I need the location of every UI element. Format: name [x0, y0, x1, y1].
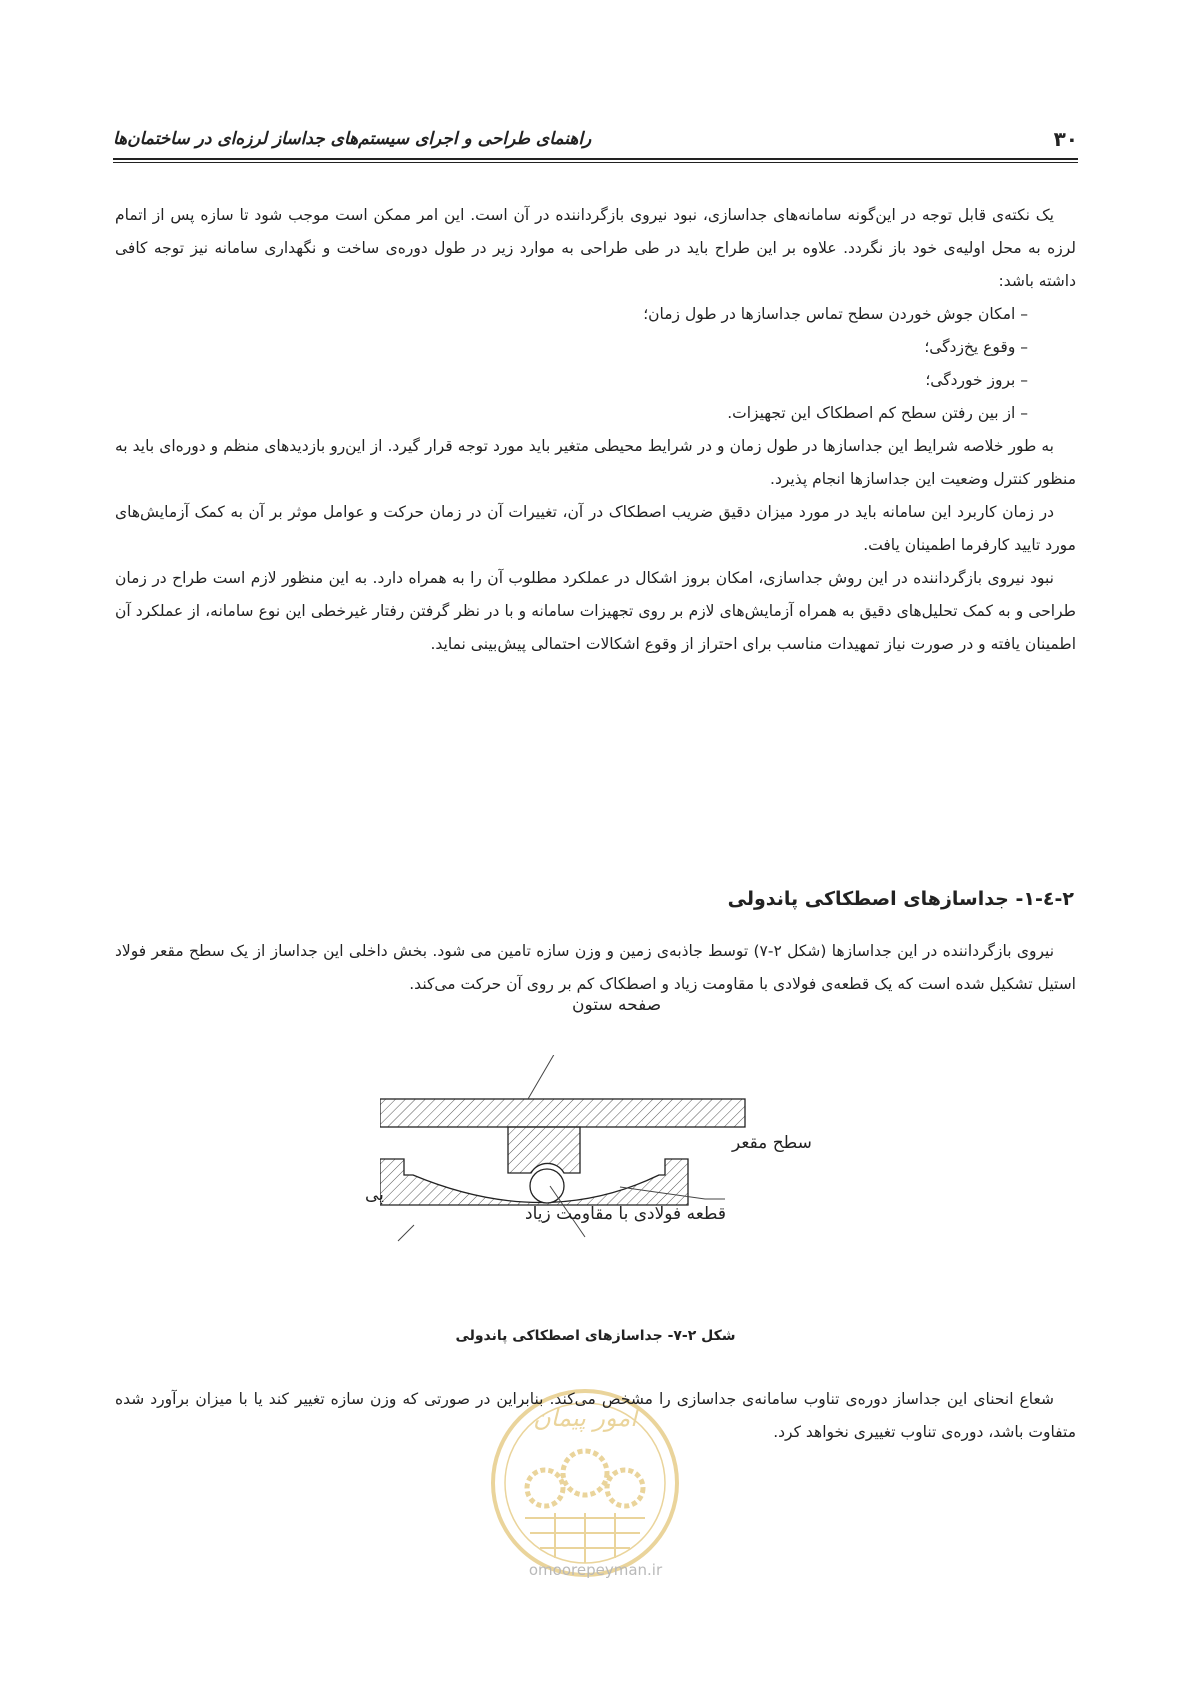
paragraph: در زمان کاربرد این سامانه باید در مورد میزان دقیق ضریب اصطکاک در آن، تغییرات آن در زمان حرکت و عوامل موثر بر آن به کمک آزمایش‌های مورد تایید کارفرما اطمینان یافت. [115, 503, 1076, 554]
leader-line [398, 1225, 414, 1241]
column-plate [380, 1099, 745, 1127]
header-rule-thin [113, 162, 1078, 163]
paragraph: نیروی بازگرداننده در این جداسازها (شکل ۲-۷) توسط جاذبه‌ی زمین و وزن سازه تامین می شود. بخش داخلی این جداساز از یک سطح مقعر فولاد استیل تشکیل شده است که یک قطعه‌ی فولادی با مقاومت زیاد و اصطکاک کم بر روی آن حرکت می‌کند. [115, 942, 1076, 993]
paragraph: نبود نیروی بازگرداننده در این روش جداسازی، امکان بروز اشکال در عملکرد مطلوب آن را به همراه دارد. به این منظور لازم است طراح در زمان طراحی و به کمک تحلیل‌های دقیق به همراه آزمایش‌های لازم بر روی تجهیزات سامانه و با در نظر گرفتن رفتار غیرخطی این نوع سامانه، از عملکرد آن اطمینان یافته و در صورت نیاز تمهیدات مناسب برای احتراز از وقوع اشکالات احتمالی پیش‌بینی نماید. [115, 569, 1076, 653]
page-header [113, 125, 1078, 161]
steel-slider-ball [530, 1169, 564, 1203]
header-rule-thick [113, 158, 1078, 160]
paragraph: یک نکته‌ی قابل توجه در این‌گونه سامانه‌های جداسازی، نبود نیروی بازگرداننده در آن است. این امر ممکن است موجب شود تا سازه پس از اتمام لرزه به محل اولیه‌ی خود باز نگردد. علاوه بر این طراح باید در طی طراحی به موارد زیر در طول دوره‌ی ساخت و نگهداری سامانه نیز توجه کافی داشته باشد: [115, 206, 1076, 290]
leader-line [528, 1055, 556, 1099]
label-foundation: پی [365, 1185, 384, 1205]
page-number: ۳۰ [1053, 127, 1078, 151]
list-item: – بروز خوردگی؛ [925, 371, 1028, 389]
upper-slider-block [508, 1127, 580, 1173]
watermark-url: omoorepeyman.ir [528, 1561, 663, 1579]
body-text-bottom [115, 1383, 1076, 1449]
label-column-plate: صفحه ستون [572, 995, 662, 1015]
body-text-section [115, 935, 1076, 1001]
pendulum-isolator-figure [365, 995, 840, 1325]
isolator-drawing [380, 1055, 840, 1325]
list-item: – وقوع یخ‌زدگی؛ [924, 338, 1028, 356]
body-text-top [115, 199, 1076, 661]
paragraph: به طور خلاصه شرایط این جداسازها در طول زمان و در شرایط محیطی متغیر باید مورد توجه قرار گیرد. از این‌رو بازدیدهای منظم و دوره‌ای باید به منظور کنترل وضعیت این جداسازها انجام پذیرد. [115, 437, 1076, 488]
list-item: – از بین رفتن سطح کم اصطکاک این تجهیزات. [727, 404, 1028, 422]
watermark-text: امور پیمان [533, 1404, 637, 1432]
section-heading: ۲-٤-۱- جداسازهای اصطکاکی پاندولی [727, 888, 1074, 910]
figure-caption: شکل ۲-۷- جداسازهای اصطکاکی پاندولی [455, 1328, 736, 1344]
paragraph: شعاع انحنای این جداساز دوره‌ی تناوب سامانه‌ی جداسازی را مشخص می‌کند. بنابراین در صورتی که وزن سازه تغییر کند یا با میزان برآورد شده متفاوت باشد، دوره‌ی تناوب تغییری نخواهد کرد. [115, 1390, 1076, 1441]
list-item: – امکان جوش خوردن سطح تماس جداسازها در طول زمان؛ [643, 305, 1028, 323]
running-title: راهنمای طراحی و اجرای سیستم‌های جداساز لرزه‌ای در ساختمان‌ها [113, 129, 592, 149]
label-steel-slider: قطعه فولادی با مقاومت زیاد [525, 1204, 726, 1224]
label-concave-surface: سطح مقعر [732, 1133, 812, 1153]
